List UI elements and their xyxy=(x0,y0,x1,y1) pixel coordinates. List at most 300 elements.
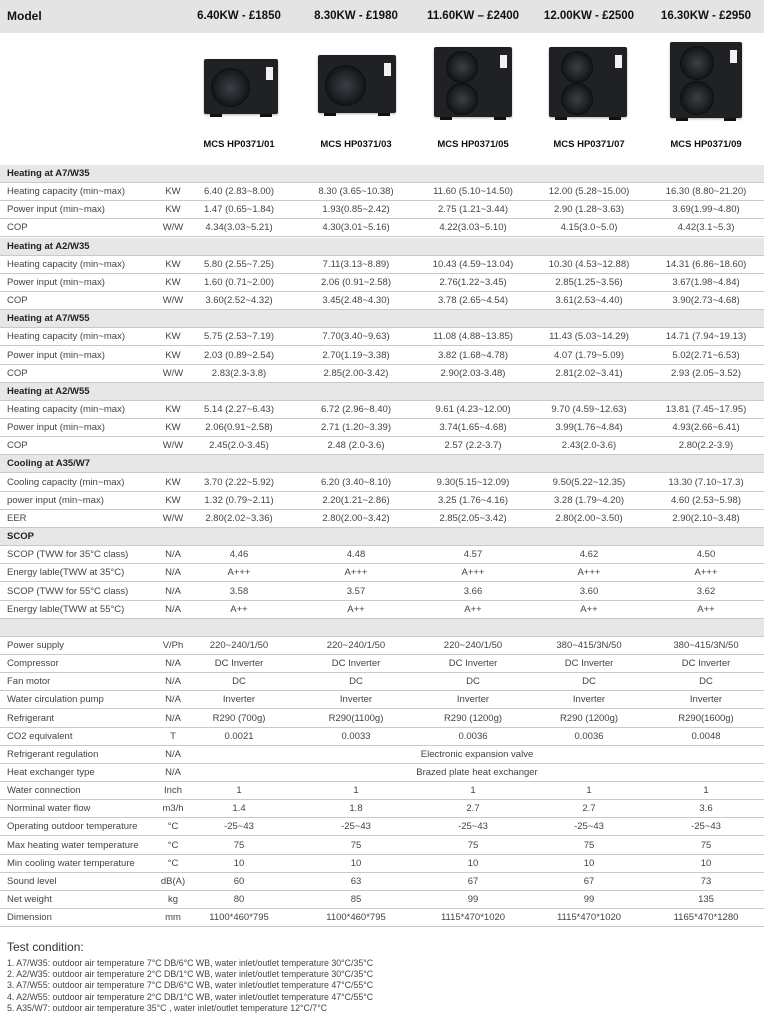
fan-icon xyxy=(325,65,366,106)
parameter-value: 4.22(3.03~5.10) xyxy=(439,222,507,234)
parameter-unit: mm xyxy=(165,912,181,924)
parameter-name: Norminal water flow xyxy=(7,803,91,815)
table-row xyxy=(0,365,764,383)
parameter-value: 7.70(3.40~9.63) xyxy=(322,331,390,343)
test-condition-line: 2. A2/W35: outdoor air temperature 2°C DB/1°C WB, water inlet/outlet temperature 30°C/35°C xyxy=(7,969,374,980)
parameter-value: 5.80 (2.55~7.25) xyxy=(204,258,274,270)
section-header-row xyxy=(0,383,764,401)
parameter-name: Water connection xyxy=(7,785,81,797)
parameter-value: 73 xyxy=(700,875,712,887)
heat-pump-image xyxy=(318,55,396,113)
parameter-value: 4.15(3.0~5.0) xyxy=(560,222,618,234)
parameter-value: 2.90 (1.28~3.63) xyxy=(554,204,624,216)
parameter-unit: KW xyxy=(165,403,181,415)
heat-pump-image xyxy=(670,42,742,118)
parameter-unit: KW xyxy=(165,476,181,488)
parameter-value: 1 xyxy=(353,785,359,797)
parameter-value-all-models: Brazed plate heat exchanger xyxy=(416,766,538,778)
parameter-name: Net weight xyxy=(7,894,52,905)
parameter-value: 10 xyxy=(700,857,712,869)
table-row xyxy=(0,909,764,927)
parameter-value: 4.34(3.03~5.21) xyxy=(205,222,273,234)
parameter-value: DC xyxy=(232,676,246,688)
parameter-value: 2.03 (0.89~2.54) xyxy=(204,349,274,361)
parameter-value: 3.99(1.76~4.84) xyxy=(555,422,623,434)
parameter-value: 2.7 xyxy=(582,803,596,815)
parameter-value: 11.60 (5.10~14.50) xyxy=(433,186,513,198)
parameter-value: 2.83(2.3-3.8) xyxy=(211,367,267,379)
table-row xyxy=(0,474,764,492)
parameter-value: 11.08 (4.88~13.85) xyxy=(433,331,513,343)
parameter-value: 10 xyxy=(583,857,595,869)
parameter-value: 14.31 (6.86~18.60) xyxy=(665,258,747,270)
fan-icon xyxy=(680,46,714,80)
parameter-value: A++ xyxy=(580,603,598,615)
parameter-name: Cooling capacity (min~max) xyxy=(7,476,125,488)
parameter-unit: N/A xyxy=(165,694,181,706)
table-row xyxy=(0,691,764,709)
parameter-value: DC xyxy=(349,676,363,688)
parameter-value: 5.02(2.71~6.53) xyxy=(672,349,740,361)
parameter-name: Water circulation pump xyxy=(7,694,104,706)
section-title: Heating at A7/W35 xyxy=(7,168,90,179)
parameter-unit: N/A xyxy=(165,603,181,615)
parameter-value: 13.81 (7.45~17.95) xyxy=(665,403,747,415)
mcs-code: MCS HP0371/03 xyxy=(320,139,392,150)
parameter-value: 2.06(0.91~2.58) xyxy=(205,422,273,434)
parameter-value: 4.48 xyxy=(346,549,366,561)
parameter-value: -25~43 xyxy=(691,821,721,833)
parameter-unit: N/A xyxy=(165,567,181,579)
parameter-value: 3.28 (1.79~4.20) xyxy=(554,494,624,506)
label-sticker xyxy=(266,67,273,80)
parameter-value: 2.85(2.00-3.42) xyxy=(323,367,389,379)
parameter-name: Power input (min~max) xyxy=(7,349,105,361)
parameter-value: Inverter xyxy=(456,694,490,706)
parameter-value: 2.70(1.19~3.38) xyxy=(322,349,390,361)
table-row xyxy=(0,818,764,836)
model-price-2: 8.30KW - £1980 xyxy=(314,10,398,22)
parameter-value: 14.71 (7.94~19.13) xyxy=(665,331,747,343)
heat-pump-image xyxy=(204,59,278,114)
parameter-value: 220~240/1/50 xyxy=(209,639,269,651)
table-row xyxy=(0,292,764,310)
spacer-row xyxy=(0,619,764,637)
parameter-unit: dB(A) xyxy=(160,875,186,887)
parameter-name: SCOP (TWW for 35°C class) xyxy=(7,549,129,561)
parameter-value: 2.20(1.21~2.86) xyxy=(322,494,390,506)
product-images-row xyxy=(0,33,764,163)
parameter-value: 0.0021 xyxy=(224,730,254,742)
parameter-value: 3.69(1.99~4.80) xyxy=(672,204,740,216)
parameter-name: COP xyxy=(7,440,28,452)
parameter-value: 4.07 (1.79~5.09) xyxy=(554,349,624,361)
section-header-row xyxy=(0,310,764,328)
parameter-value: 3.60 xyxy=(579,585,599,597)
parameter-name: Heating capacity (min~max) xyxy=(7,258,126,270)
parameter-name: SCOP (TWW for 55°C class) xyxy=(7,585,129,597)
parameter-value: 4.62 xyxy=(579,549,599,561)
parameter-value: 3.78 (2.65~4.54) xyxy=(438,295,508,306)
parameter-value: 3.70 (2.22~5.92) xyxy=(204,476,274,488)
parameter-value: 3.45(2.48~4.30) xyxy=(322,295,390,306)
parameter-value: 1100*460*795 xyxy=(209,912,269,924)
parameter-value: 0.0048 xyxy=(691,730,721,742)
table-row xyxy=(0,219,764,237)
parameter-unit: N/A xyxy=(165,676,181,688)
parameter-value: 1100*460*795 xyxy=(326,912,386,924)
fan-icon xyxy=(561,83,593,115)
table-row xyxy=(0,347,764,365)
parameter-unit: °C xyxy=(167,821,179,833)
parameter-value: 1 xyxy=(236,785,242,797)
parameter-unit: KW xyxy=(165,494,181,506)
parameter-value: 3.82 (1.68~4.78) xyxy=(438,349,508,361)
table-row xyxy=(0,746,764,764)
fan-icon xyxy=(211,68,250,107)
model-price-4: 12.00KW - £2500 xyxy=(543,10,635,22)
table-row xyxy=(0,401,764,419)
parameter-value: 67 xyxy=(583,875,595,887)
parameter-unit: N/A xyxy=(165,766,181,778)
parameter-value: 1.60 (0.71~2.00) xyxy=(204,276,274,288)
parameter-value: 2.06 (0.91~2.58) xyxy=(321,276,391,288)
parameter-value: 2.76(1.22~3.45) xyxy=(439,276,507,288)
parameter-value: DC Inverter xyxy=(331,658,381,669)
parameter-unit: KW xyxy=(165,276,181,288)
parameter-value: 99 xyxy=(583,894,595,905)
parameter-value: 6.20 (3.40~8.10) xyxy=(321,476,391,488)
mcs-code: MCS HP0371/09 xyxy=(670,139,742,150)
parameter-name: Power input (min~max) xyxy=(7,276,105,288)
parameter-value: 1165*470*1280 xyxy=(673,912,739,924)
parameter-value: 2.45(2.0-3.45) xyxy=(209,440,269,452)
parameter-value: 12.00 (5.28~15.00) xyxy=(548,186,630,198)
parameter-value: 3.57 xyxy=(346,585,366,597)
parameter-value: Inverter xyxy=(572,694,606,706)
parameter-unit: W/W xyxy=(162,440,184,452)
table-row xyxy=(0,510,764,528)
fan-icon xyxy=(446,83,478,115)
parameter-value: Inverter xyxy=(222,694,256,706)
header-row xyxy=(0,0,764,33)
parameter-value: 4.50 xyxy=(696,549,716,561)
parameter-value: DC xyxy=(466,676,480,688)
parameter-value: 1 xyxy=(470,785,476,797)
parameter-value: 80 xyxy=(233,894,245,905)
parameter-name: COP xyxy=(7,295,28,306)
parameter-value: 6.40 (2.83~8.00) xyxy=(204,186,274,198)
parameter-value: 3.67(1.98~4.84) xyxy=(672,276,740,288)
parameter-value: 0.0033 xyxy=(341,730,371,742)
table-row xyxy=(0,873,764,891)
parameter-value: 1115*470*1020 xyxy=(440,912,506,924)
parameter-unit: W/W xyxy=(162,512,184,524)
parameter-value: 67 xyxy=(467,875,479,887)
parameter-unit: N/A xyxy=(165,712,181,724)
test-conditions xyxy=(7,940,707,1014)
parameter-value: 60 xyxy=(233,875,245,887)
parameter-value: A++ xyxy=(230,603,248,615)
test-condition-line: 1. A7/W35: outdoor air temperature 7°C DB/6°C WB, water inlet/outlet temperature 30°C/35°C xyxy=(7,958,374,968)
parameter-unit: KW xyxy=(165,186,181,198)
parameter-value: 7.11(3.13~8.89) xyxy=(322,258,390,270)
parameter-unit: Inch xyxy=(164,785,182,797)
test-condition-line: 4. A2/W55: outdoor air temperature 2°C DB/1°C WB, water inlet/outlet temperature 47°C/55°C xyxy=(7,991,374,1002)
parameter-value: 4.46 xyxy=(229,549,249,561)
parameter-value: R290(1600g) xyxy=(678,712,734,724)
parameter-value: DC xyxy=(582,676,596,688)
table-row xyxy=(0,328,764,346)
parameter-value: 9.70 (4.59~12.63) xyxy=(551,403,627,415)
parameter-value: 1.47 (0.65~1.84) xyxy=(204,204,274,216)
model-price-3: 11.60KW – £2400 xyxy=(426,10,520,22)
fan-icon xyxy=(680,81,714,115)
parameter-value: 220~240/1/50 xyxy=(443,639,503,651)
parameter-value: 3.25 (1.76~4.16) xyxy=(438,494,508,506)
label-sticker xyxy=(384,63,391,76)
table-row xyxy=(0,274,764,292)
parameter-value: 380~415/3N/50 xyxy=(556,639,622,651)
table-row xyxy=(0,891,764,909)
parameter-value: 2.93 (2.05~3.52) xyxy=(671,367,741,379)
parameter-value: 2.43(2.0-3.6) xyxy=(561,440,617,452)
parameter-value: 2.90(2.03-3.48) xyxy=(440,367,506,379)
parameter-value: 1 xyxy=(586,785,592,797)
parameter-value: A+++ xyxy=(694,567,718,579)
table-row xyxy=(0,673,764,691)
table-row xyxy=(0,855,764,873)
parameter-name: Heating capacity (min~max) xyxy=(7,403,126,415)
parameter-value: 63 xyxy=(350,875,362,887)
section-header-row xyxy=(0,455,764,473)
parameter-value: 0.0036 xyxy=(574,730,604,742)
parameter-value: A++ xyxy=(697,603,715,615)
parameter-value: 75 xyxy=(700,839,712,851)
parameter-value: 75 xyxy=(233,839,245,851)
parameter-name: Refrigerant xyxy=(7,712,54,724)
parameter-name: Power input (min~max) xyxy=(7,204,105,216)
table-row xyxy=(0,601,764,619)
parameter-value: DC Inverter xyxy=(448,658,498,669)
parameter-unit: KW xyxy=(165,204,181,216)
parameter-value: 4.30(3.01~5.16) xyxy=(322,222,390,234)
parameter-value: 1.4 xyxy=(232,803,246,815)
mcs-code: MCS HP0371/01 xyxy=(203,139,275,150)
table-row xyxy=(0,837,764,855)
parameter-unit: W/W xyxy=(162,222,184,234)
parameter-name: Heating capacity (min~max) xyxy=(7,186,126,198)
parameter-unit: KW xyxy=(165,258,181,270)
parameter-unit: °C xyxy=(167,839,179,851)
parameter-value: -25~43 xyxy=(574,821,604,833)
parameter-name: Energy lable(TWW at 55°C) xyxy=(7,603,125,615)
parameter-value: 4.93(2.66~6.41) xyxy=(672,422,740,434)
parameter-value: A+++ xyxy=(461,567,485,579)
parameter-value: 380~415/3N/50 xyxy=(673,639,739,651)
parameter-value: 220~240/1/50 xyxy=(326,639,386,651)
parameter-value: 2.90(2.10~3.48) xyxy=(672,512,740,524)
table-row xyxy=(0,492,764,510)
parameter-value: 1 xyxy=(703,785,709,797)
table-row xyxy=(0,800,764,818)
parameter-name: power input (min~max) xyxy=(7,494,104,506)
table-row xyxy=(0,201,764,219)
label-sticker xyxy=(500,55,507,68)
test-condition-title: Test condition: xyxy=(7,940,84,954)
parameter-unit: N/A xyxy=(165,585,181,597)
model-label: Model xyxy=(7,9,42,23)
parameter-name: COP xyxy=(7,222,28,234)
parameter-value: 10 xyxy=(467,857,479,869)
parameter-value: 85 xyxy=(350,894,362,905)
label-sticker xyxy=(730,50,737,63)
section-title: Cooling at A35/W7 xyxy=(7,458,91,470)
parameter-value: 9.61 (4.23~12.00) xyxy=(435,403,511,415)
parameter-unit: m3/h xyxy=(162,803,184,815)
parameter-value: A+++ xyxy=(344,567,368,579)
parameter-value: DC xyxy=(699,676,713,688)
parameter-value: 2.80(2.02~3.36) xyxy=(205,512,273,524)
parameter-value: A+++ xyxy=(577,567,601,579)
parameter-value: 135 xyxy=(698,894,714,905)
parameter-unit: N/A xyxy=(165,658,181,669)
parameter-name: Refrigerant regulation xyxy=(7,748,99,760)
section-header-row xyxy=(0,238,764,256)
parameter-value: 2.81(2.02~3.41) xyxy=(555,367,623,379)
parameter-unit: T xyxy=(170,730,176,742)
parameter-value: 2.71 (1.20~3.39) xyxy=(321,422,391,434)
table-row xyxy=(0,728,764,746)
parameter-value: 3.74(1.65~4.68) xyxy=(439,422,507,434)
table-row xyxy=(0,256,764,274)
parameter-unit: KW xyxy=(165,422,181,434)
parameter-value: 2.80(2.00~3.42) xyxy=(322,512,390,524)
parameter-name: EER xyxy=(7,512,27,524)
parameter-value: 10 xyxy=(350,857,362,869)
parameter-name: Fan motor xyxy=(7,676,51,688)
parameter-value: 9.50(5.22~12.35) xyxy=(552,476,626,488)
parameter-value: Inverter xyxy=(689,694,723,706)
parameter-value: 75 xyxy=(350,839,362,851)
parameter-unit: KW xyxy=(165,349,181,361)
parameter-name: Max heating water temperature xyxy=(7,839,139,851)
parameter-value: 4.60 (2.53~5.98) xyxy=(671,494,741,506)
parameter-value: 2.57 (2.2-3.7) xyxy=(444,440,502,452)
parameter-value: 3.66 xyxy=(463,585,483,597)
table-row xyxy=(0,564,764,582)
parameter-name: Heat exchanger type xyxy=(7,766,95,778)
table-row xyxy=(0,183,764,201)
parameter-name: Operating outdoor temperature xyxy=(7,821,138,833)
parameter-value: 16.30 (8.80~21.20) xyxy=(665,186,747,198)
parameter-value: 1.32 (0.79~2.11) xyxy=(204,494,274,506)
parameter-value: -25~43 xyxy=(341,821,371,833)
table-row xyxy=(0,655,764,673)
parameter-value: 2.7 xyxy=(466,803,480,815)
table-row xyxy=(0,583,764,601)
parameter-value: DC Inverter xyxy=(214,658,264,669)
model-price-1: 6.40KW - £1850 xyxy=(197,10,281,22)
parameter-value: -25~43 xyxy=(224,821,254,833)
table-row xyxy=(0,782,764,800)
parameter-value: -25~43 xyxy=(458,821,488,833)
table-row xyxy=(0,710,764,728)
parameter-value: 2.80(2.2-3.9) xyxy=(678,440,734,452)
parameter-name: Energy lable(TWW at 35°C) xyxy=(7,567,125,579)
parameter-value: A++ xyxy=(464,603,482,615)
parameter-name: Power input (min~max) xyxy=(7,422,105,434)
parameter-unit: W/W xyxy=(162,295,184,306)
parameter-value: R290 (700g) xyxy=(212,712,266,724)
section-header-row xyxy=(0,165,764,183)
section-title: SCOP xyxy=(7,531,34,542)
parameter-value: 3.6 xyxy=(699,803,713,815)
table-row xyxy=(0,419,764,437)
parameter-name: Sound level xyxy=(7,875,57,887)
parameter-value: 11.43 (5.03~14.29) xyxy=(549,331,629,343)
heat-pump-image xyxy=(434,47,512,117)
section-title: Heating at A2/W55 xyxy=(7,385,90,397)
table-row xyxy=(0,437,764,455)
parameter-value: R290(1100g) xyxy=(328,712,384,724)
section-header-row xyxy=(0,528,764,546)
parameter-value: 1.8 xyxy=(349,803,363,815)
parameter-value: 13.30 (7.10~17.3) xyxy=(668,476,744,488)
parameter-name: Compressor xyxy=(7,658,59,669)
parameter-value: DC Inverter xyxy=(564,658,614,669)
parameter-name: CO2 equivalent xyxy=(7,730,73,742)
parameter-value: 6.72 (2.96~8.40) xyxy=(321,403,391,415)
parameter-value: 2.85(1.25~3.56) xyxy=(555,276,623,288)
model-price-5: 16.30KW - £2950 xyxy=(660,10,752,22)
parameter-unit: N/A xyxy=(165,748,181,760)
parameter-value: 2.48 (2.0-3.6) xyxy=(327,440,385,452)
parameter-value: A+++ xyxy=(227,567,251,579)
parameter-value: 3.61(2.53~4.40) xyxy=(555,295,623,306)
parameter-value: 75 xyxy=(583,839,595,851)
parameter-value: 99 xyxy=(467,894,479,905)
parameter-value: 4.42(3.1~5.3) xyxy=(677,222,735,234)
parameter-value: 2.75 (1.21~3.44) xyxy=(438,204,508,216)
fan-icon xyxy=(561,51,593,83)
parameter-value: 2.80(2.00~3.50) xyxy=(555,512,623,524)
parameter-value: 10.43 (4.59~13.04) xyxy=(432,258,514,270)
parameter-value: 75 xyxy=(467,839,479,851)
parameter-value: A++ xyxy=(347,603,365,615)
parameter-name: Min cooling water temperature xyxy=(7,857,135,869)
parameter-name: Heating capacity (min~max) xyxy=(7,331,126,343)
parameter-value: R290 (1200g) xyxy=(443,712,503,724)
parameter-unit: V/Ph xyxy=(162,639,184,651)
parameter-value: 1115*470*1020 xyxy=(556,912,622,924)
parameter-unit: N/A xyxy=(165,549,181,561)
parameter-unit: °C xyxy=(167,857,179,869)
parameter-value: 3.58 xyxy=(229,585,249,597)
parameter-value: 5.14 (2.27~6.43) xyxy=(204,403,274,415)
parameter-value: Inverter xyxy=(339,694,373,706)
parameter-value: 9.30(5.15~12.09) xyxy=(436,476,510,488)
section-title: Heating at A2/W35 xyxy=(7,240,90,252)
parameter-unit: kg xyxy=(167,894,179,905)
label-sticker xyxy=(615,55,622,68)
parameter-value: 8.30 (3.65~10.38) xyxy=(318,186,394,198)
mcs-code: MCS HP0371/07 xyxy=(553,139,625,150)
parameter-name: Power supply xyxy=(7,639,65,651)
parameter-value-all-models: Electronic expansion valve xyxy=(420,748,534,760)
heat-pump-image xyxy=(549,47,627,117)
table-row xyxy=(0,764,764,782)
